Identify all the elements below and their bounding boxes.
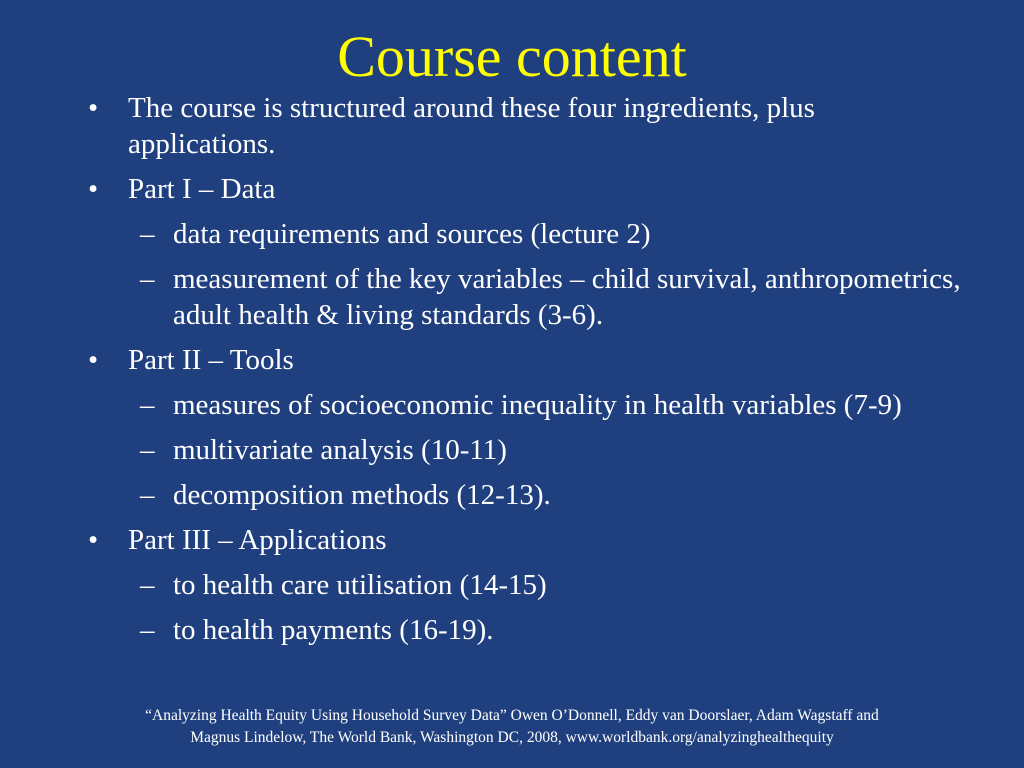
bullet-item — [88, 90, 968, 162]
sub-marker: – — [140, 614, 155, 646]
sub-item — [88, 477, 968, 513]
bullet-item — [88, 522, 968, 558]
citation-footer — [60, 705, 964, 749]
sub-text: measures of socioeconomic inequality in health variables (7-9) — [173, 389, 902, 421]
sub-marker: – — [140, 434, 155, 466]
sub-marker: – — [140, 263, 155, 295]
sub-item — [88, 261, 968, 333]
bullet-text: Part I – Data — [128, 173, 276, 205]
bullet-text: The course is structured around these four ingredients, plus applications. — [128, 92, 815, 160]
sub-text: to health care utilisation (14-15) — [173, 569, 547, 601]
sub-item — [88, 612, 968, 648]
sub-marker: – — [140, 218, 155, 250]
sub-item — [88, 432, 968, 468]
citation-line-1: “Analyzing Health Equity Using Household Survey Data” Owen O’Donnell, Eddy van Doorslaer, Adam Wagstaff and — [145, 707, 879, 724]
sub-marker: – — [140, 389, 155, 421]
sub-item — [88, 216, 968, 252]
sub-marker: – — [140, 569, 155, 601]
sub-item — [88, 387, 968, 423]
bullet-item — [88, 171, 968, 207]
sub-text: data requirements and sources (lecture 2) — [173, 218, 651, 250]
bullet-marker: • — [88, 92, 99, 124]
citation-line-2: Magnus Lindelow, The World Bank, Washington DC, 2008, www.worldbank.org/analyzinghealthequity — [190, 729, 834, 746]
bullet-marker: • — [88, 344, 99, 376]
slide-title: Course content — [337, 24, 687, 89]
bullet-item — [88, 342, 968, 378]
sub-text: measurement of the key variables – child survival, anthropometrics, adult health & living standards (3-6). — [173, 263, 961, 331]
bullet-text: Part II – Tools — [128, 344, 294, 376]
sub-text: to health payments (16-19). — [173, 614, 494, 646]
bullet-text: Part III – Applications — [128, 524, 387, 556]
bullet-marker: • — [88, 173, 99, 205]
bullet-marker: • — [88, 524, 99, 556]
sub-marker: – — [140, 479, 155, 511]
sub-text: decomposition methods (12-13). — [173, 479, 551, 511]
slide-content — [88, 90, 968, 648]
sub-item — [88, 567, 968, 603]
sub-text: multivariate analysis (10-11) — [173, 434, 507, 466]
